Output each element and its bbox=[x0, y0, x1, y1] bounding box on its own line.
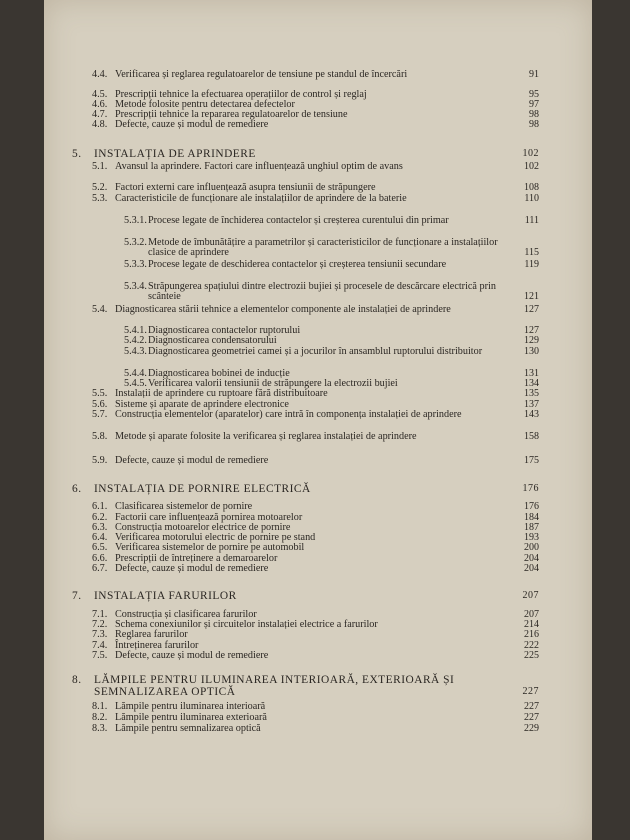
toc-entry-number: 5.4.4. bbox=[124, 368, 147, 379]
toc-entry bbox=[44, 389, 539, 399]
toc-entry-title: Diagnosticarea geometriei camei și a jocurilor în ansamblul ruptorului distribuitor bbox=[148, 346, 483, 357]
toc-entry-page: 204 bbox=[524, 563, 539, 574]
toc-entry-number: 8.2. bbox=[92, 712, 108, 723]
toc-entry-title: Străpungerea spațiului dintre electrozii bujiei și procesele de descărcare electrică prin scânteie bbox=[148, 281, 496, 303]
toc-entry-number: 5.7. bbox=[92, 409, 108, 420]
toc-entry bbox=[44, 238, 539, 258]
toc-entry-page: 134 bbox=[524, 378, 539, 389]
toc-entry-page: 158 bbox=[524, 431, 539, 442]
toc-entry-page: 207 bbox=[522, 590, 539, 601]
toc-entry-page: 108 bbox=[524, 182, 539, 193]
toc-entry-title: Lămpile pentru iluminarea exterioară bbox=[115, 712, 267, 723]
toc-entry-title: Diagnosticarea condensatorului bbox=[148, 335, 277, 346]
toc-entry-number: 5.6. bbox=[92, 399, 108, 410]
toc-entry-title: Construcția elementelor (aparatelor) care intră în componența instalației de aprindere bbox=[115, 409, 462, 420]
toc-entry-title: Verificarea motorului electric de pornire pe stand bbox=[115, 532, 316, 543]
toc-entry-page: 137 bbox=[524, 399, 539, 410]
toc-entry-page: 110 bbox=[524, 193, 539, 204]
toc-entry-number: 5.3.3. bbox=[124, 259, 147, 270]
toc-entry bbox=[44, 590, 539, 602]
toc-entry-title: Întreținerea farurilor bbox=[115, 640, 199, 651]
toc-entry-page: 111 bbox=[524, 215, 539, 226]
toc-entry-page: 175 bbox=[524, 455, 539, 466]
toc-entry-page: 98 bbox=[529, 119, 539, 130]
toc-entry-number: 6.5. bbox=[92, 542, 108, 553]
toc-entry-title: Reglarea farurilor bbox=[115, 629, 188, 640]
toc-entry-title: Lămpile pentru semnalizarea optică bbox=[115, 723, 261, 734]
toc-entry-title: Prescripții de întreținere a demaroarelor bbox=[115, 553, 278, 564]
toc-entry-number: 7.5. bbox=[92, 650, 108, 661]
toc-entry bbox=[44, 651, 539, 661]
toc-entry-page: 127 bbox=[524, 325, 539, 336]
toc-entry-title: Prescripții tehnice la efectuarea operațiilor de control și reglaj bbox=[115, 89, 367, 100]
toc-entry-number: 5.3.4. bbox=[124, 281, 147, 292]
toc-entry-number: 5.4.2. bbox=[124, 335, 147, 346]
toc-entry-number: 8. bbox=[72, 674, 82, 686]
toc-entry bbox=[44, 410, 539, 420]
toc-entry-title: Sisteme și aparate de aprindere electronice bbox=[115, 399, 289, 410]
toc-entry bbox=[44, 630, 539, 640]
toc-entry-title: Metode folosite pentru detectarea defectelor bbox=[115, 99, 295, 110]
toc-entry-number: 6.1. bbox=[92, 501, 108, 512]
toc-entry bbox=[44, 564, 539, 574]
toc-entry bbox=[44, 305, 539, 315]
toc-entry bbox=[44, 194, 539, 204]
toc-entry bbox=[44, 183, 539, 193]
toc-entry-page: 102 bbox=[524, 161, 539, 172]
toc-entry-title: INSTALAȚIA DE APRINDERE bbox=[94, 148, 256, 160]
toc-entry-page: 135 bbox=[524, 388, 539, 399]
toc-entry-title: Procese legate de deschiderea contactelor și creșterea tensiunii secundare bbox=[148, 259, 447, 270]
toc-entry-number: 5.4.1. bbox=[124, 325, 147, 336]
toc-entry bbox=[44, 120, 539, 130]
toc-entry-page: 143 bbox=[524, 409, 539, 420]
toc-entry-page: 187 bbox=[524, 522, 539, 533]
toc-entry-number: 7.4. bbox=[92, 640, 108, 651]
toc-entry-number: 5.4.3. bbox=[124, 346, 147, 357]
toc-entry-number: 5.3.1. bbox=[124, 215, 147, 226]
toc-entry bbox=[44, 483, 539, 495]
toc-entry-page: 200 bbox=[524, 542, 539, 553]
toc-entry-page: 207 bbox=[524, 609, 539, 620]
toc-entry-title: Lămpile pentru iluminarea interioară bbox=[115, 701, 266, 712]
toc-entry-number: 5.3. bbox=[92, 193, 108, 204]
toc-entry-title: Verificarea sistemelor de pornire pe automobil bbox=[115, 542, 305, 553]
toc-entry-page: 130 bbox=[524, 346, 539, 357]
toc-entry-title: Metode de îmbunătățire a parametrilor și caracteristicilor de funcționare a instalațiilor clasice de aprindere bbox=[148, 237, 498, 259]
toc-entry-number: 5.9. bbox=[92, 455, 108, 466]
toc-entry-number: 4.6. bbox=[92, 99, 108, 110]
toc-entry-page: 193 bbox=[524, 532, 539, 543]
toc-entry-page: 98 bbox=[529, 109, 539, 120]
toc-entry-number: 7.2. bbox=[92, 619, 108, 630]
toc-entry bbox=[44, 282, 539, 302]
toc-entry bbox=[44, 162, 539, 172]
toc-entry-page: 227 bbox=[524, 701, 539, 712]
toc-entry bbox=[44, 260, 539, 270]
toc-entry-page: 176 bbox=[524, 501, 539, 512]
toc-entry-number: 7.1. bbox=[92, 609, 108, 620]
toc-entry-title: LĂMPILE PENTRU ILUMINAREA INTERIOARĂ, EXTERIOARĂ ȘI SEMNALIZAREA OPTICĂ bbox=[94, 674, 455, 698]
toc-entry-page: 225 bbox=[524, 650, 539, 661]
toc-entry-title: Construcția și clasificarea farurilor bbox=[115, 609, 257, 620]
toc-entry-number: 6.4. bbox=[92, 532, 108, 543]
toc-entry-title: Defecte, cauze și modul de remediere bbox=[115, 563, 269, 574]
toc-entry-title: INSTALAȚIA DE PORNIRE ELECTRICĂ bbox=[94, 483, 311, 495]
toc-entry-page: 119 bbox=[524, 259, 539, 270]
toc-entry bbox=[44, 70, 539, 80]
toc-entry bbox=[44, 347, 539, 357]
toc-entry-number: 6.6. bbox=[92, 553, 108, 564]
toc-entry-title: Caracteristicile de funcționare ale instalațiilor de aprindere de la baterie bbox=[115, 193, 407, 204]
toc-entry-number: 4.7. bbox=[92, 109, 108, 120]
toc-entry bbox=[44, 148, 539, 160]
toc-entry-title: Prescripții tehnice la repararea regulatoarelor de tensiune bbox=[115, 109, 348, 120]
toc-entry-title: Verificarea valorii tensiunii de străpungere la electrozii bujiei bbox=[148, 378, 398, 389]
toc-entry-number: 6.2. bbox=[92, 512, 108, 523]
toc-entry-title: Metode și aparate folosite la verificarea și reglarea instalației de aprindere bbox=[115, 431, 417, 442]
toc-entry-number: 5. bbox=[72, 148, 82, 160]
toc-entry-page: 91 bbox=[529, 69, 539, 80]
toc-entry-page: 227 bbox=[522, 686, 539, 697]
toc-entry-page: 214 bbox=[524, 619, 539, 630]
toc-entry-page: 184 bbox=[524, 512, 539, 523]
toc-entry-title: Instalații de aprindere cu ruptoare fără distribuitoare bbox=[115, 388, 328, 399]
toc-entry-page: 229 bbox=[524, 723, 539, 734]
toc-entry bbox=[44, 336, 539, 346]
toc-entry-title: Defecte, cauze și modul de remediere bbox=[115, 650, 269, 661]
toc-entry-title: Construcția motoarelor electrice de pornire bbox=[115, 522, 291, 533]
toc-entry-number: 5.2. bbox=[92, 182, 108, 193]
toc-entry-page: 222 bbox=[524, 640, 539, 651]
toc-entry-title: Diagnosticarea stării tehnice a elementelor componente ale instalației de aprindere bbox=[115, 304, 451, 315]
toc-entry-page: 227 bbox=[524, 712, 539, 723]
toc-entry bbox=[44, 326, 539, 336]
toc-entry bbox=[44, 216, 539, 226]
toc-entry-page: 95 bbox=[529, 89, 539, 100]
toc-entry bbox=[44, 456, 539, 466]
toc-entry-number: 4.4. bbox=[92, 69, 108, 80]
toc-entry-page: 131 bbox=[524, 368, 539, 379]
toc-entry-title: Verificarea și reglarea regulatoarelor de tensiune pe standul de încercări bbox=[115, 69, 408, 80]
toc-entry-page: 204 bbox=[524, 553, 539, 564]
toc-entry-title: Clasificarea sistemelor de pornire bbox=[115, 501, 253, 512]
toc-entry-page: 216 bbox=[524, 629, 539, 640]
toc-entry-page: 129 bbox=[524, 335, 539, 346]
toc-entry-number: 5.4. bbox=[92, 304, 108, 315]
toc-entry-title: Defecte, cauze și modul de remediere bbox=[115, 119, 269, 130]
toc-entry-number: 7. bbox=[72, 590, 82, 602]
toc-entry-number: 6.3. bbox=[92, 522, 108, 533]
toc-entry-page: 97 bbox=[529, 99, 539, 110]
toc-entry-title: Diagnosticarea contactelor ruptorului bbox=[148, 325, 301, 336]
toc-entry-page: 176 bbox=[522, 483, 539, 494]
toc-entry-number: 6. bbox=[72, 483, 82, 495]
toc-entry-title: Schema conexiunilor și circuitelor instalației electrice a farurilor bbox=[115, 619, 378, 630]
toc-entry bbox=[44, 543, 539, 553]
toc-entry-number: 7.3. bbox=[92, 629, 108, 640]
toc-entry-number: 8.3. bbox=[92, 723, 108, 734]
toc-entry-title: Factori externi care influențează asupra tensiunii de străpungere bbox=[115, 182, 376, 193]
toc-entry-title: INSTALAȚIA FARURILOR bbox=[94, 590, 237, 602]
toc-entry-number: 4.8. bbox=[92, 119, 108, 130]
toc-entry bbox=[44, 702, 539, 712]
toc-entry-title: Procese legate de închiderea contactelor și creșterea curentului din primar bbox=[148, 215, 449, 226]
toc-entry bbox=[44, 674, 539, 698]
toc-entry-page: 121 bbox=[524, 290, 539, 302]
book-page bbox=[44, 0, 592, 840]
toc-entry-number: 5.1. bbox=[92, 161, 108, 172]
toc-entry-title: Avansul la aprindere. Factori care influențează unghiul optim de avans bbox=[115, 161, 403, 172]
toc-entry bbox=[44, 432, 539, 442]
toc-entry-number: 5.4.5. bbox=[124, 378, 147, 389]
toc-entry-number: 5.5. bbox=[92, 388, 108, 399]
toc-entry bbox=[44, 724, 539, 734]
toc-entry-title: Defecte, cauze și modul de remediere bbox=[115, 455, 269, 466]
toc-entry-title: Factorii care influențează pornirea motoarelor bbox=[115, 512, 303, 523]
toc-entry-page: 127 bbox=[524, 304, 539, 315]
toc-entry-number: 5.3.2. bbox=[124, 237, 147, 248]
toc-entry bbox=[44, 713, 539, 723]
toc-entry-page: 115 bbox=[524, 246, 539, 258]
toc-entry-number: 6.7. bbox=[92, 563, 108, 574]
toc-entry-number: 5.8. bbox=[92, 431, 108, 442]
toc-entry-page: 102 bbox=[522, 148, 539, 159]
toc-entry-title: Diagnosticarea bobinei de inducție bbox=[148, 368, 290, 379]
toc-entry-number: 4.5. bbox=[92, 89, 108, 100]
toc-entry-number: 8.1. bbox=[92, 701, 108, 712]
toc-entry bbox=[44, 502, 539, 512]
